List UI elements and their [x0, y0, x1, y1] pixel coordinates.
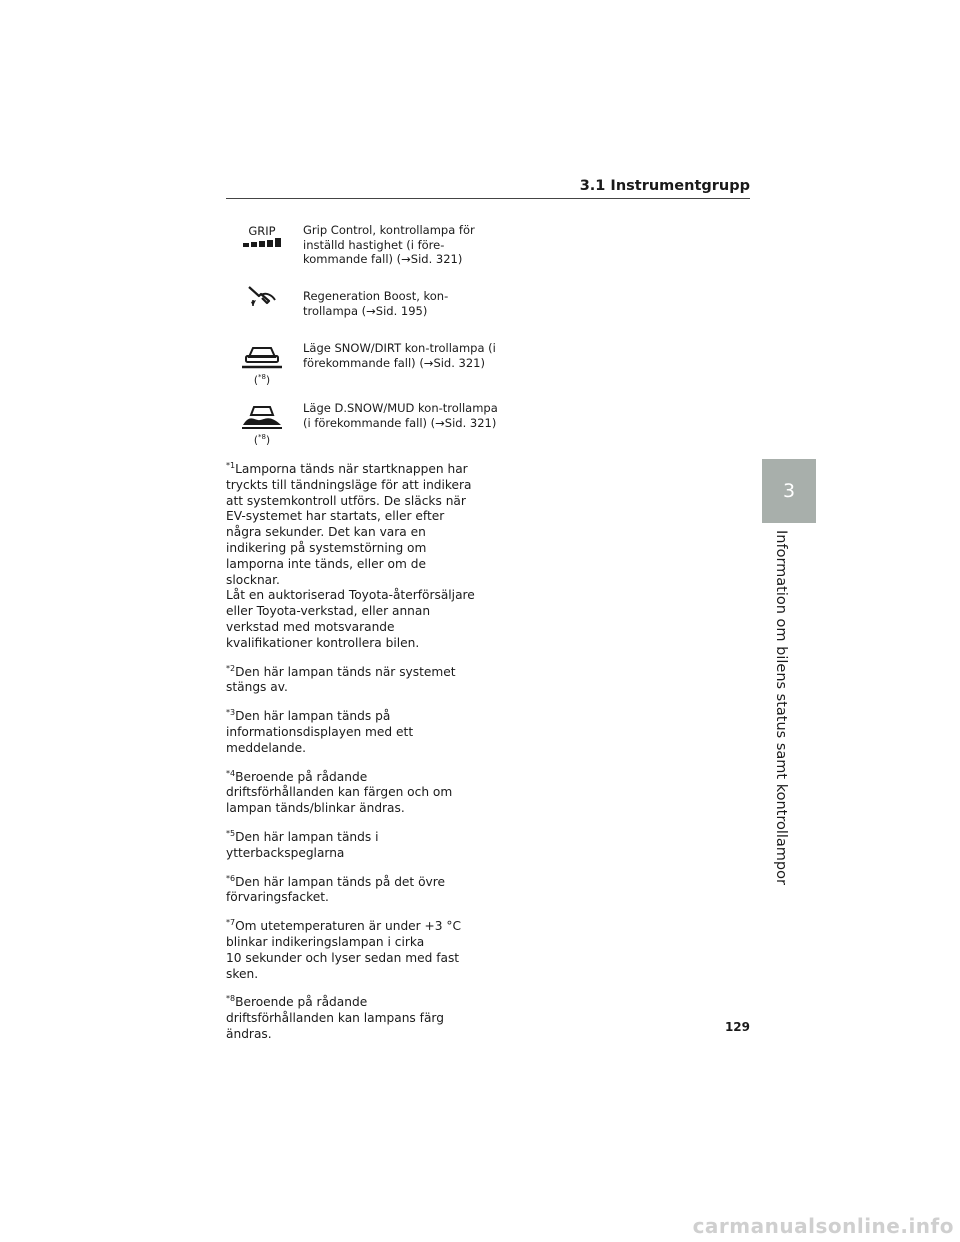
page-number: 129: [724, 1020, 750, 1034]
section-title: 3.1 Instrumentgrupp: [579, 178, 750, 194]
footnote: $^{*4}$Beroende på rådande driftsförhållanden kan färgen och om lampan tänds/blinkar ändras.: [226, 768, 453, 816]
icon-footnote-ref: ($^{*8}$): [253, 433, 271, 447]
footnote: $^{*5}$Den här lampan tänds i ytterbackspeglarna: [226, 828, 379, 860]
footnote: $^{*6}$Den här lampan tänds på det övre förvaringsfacket.: [226, 873, 445, 905]
watermark: carmanualsonline.info: [692, 1214, 954, 1238]
chapter-title-vertical: Information om bilens status samt kontrollampor: [773, 530, 789, 885]
chapter-number: 3: [782, 480, 796, 502]
indicator-description-grip: Grip Control, kontrollampa för inställd hastighet (i före-kommande fall) (→Sid. 321): [303, 223, 475, 266]
footnote: $^{*1}$Lamporna tänds när startknappen har tryckts till tändningsläge för att indikera att systemkontroll utförs. De släcks när EV-systemet har startats, eller efter några sekunder. Det kan vara en indikering på systemstörning om lamporna inte tänds, eller om de slocknar. Låt en auktoriserad Toyota-återförsäljare eller Toyota-verkstad, eller annan verkstad med motsvarande kvalifikationer kontrollera bilen.: [226, 461, 475, 650]
chapter-tab[interactable]: [762, 459, 816, 523]
snow-dirt-mode-icon: [226, 343, 298, 387]
grip-icon-text: GRIP: [248, 224, 276, 238]
footnote: $^{*3}$Den här lampan tänds på informationsdisplayen med ett meddelande.: [226, 708, 414, 755]
footnote: $^{*7}$Om utetemperaturen är under +3 °C blinkar indikeringslampan i cirka 10 sekunder och lyser sedan med fast sken.: [226, 918, 462, 981]
header-divider: [226, 198, 750, 199]
regeneration-boost-icon: [226, 283, 298, 311]
footnote: $^{*2}$Den här lampan tänds när systemet stängs av.: [226, 663, 456, 695]
icon-footnote-ref: ($^{*8}$): [253, 373, 271, 387]
dsnow-mud-mode-icon: [226, 403, 298, 447]
footnotes: [226, 458, 476, 1052]
footnote: $^{*8}$Beroende på rådande driftsförhållanden kan lampans färg ändras.: [226, 994, 444, 1041]
grip-control-icon: [226, 224, 298, 250]
indicator-description-regen: Regeneration Boost, kon-trollampa (→Sid. 195): [303, 289, 449, 318]
indicator-description-dsnow-mud: Läge D.SNOW/MUD kon-trollampa (i förekommande fall) (→Sid. 321): [303, 401, 498, 430]
indicator-description-snow-dirt: Läge SNOW/DIRT kon-trollampa (i förekommande fall) (→Sid. 321): [303, 341, 496, 370]
